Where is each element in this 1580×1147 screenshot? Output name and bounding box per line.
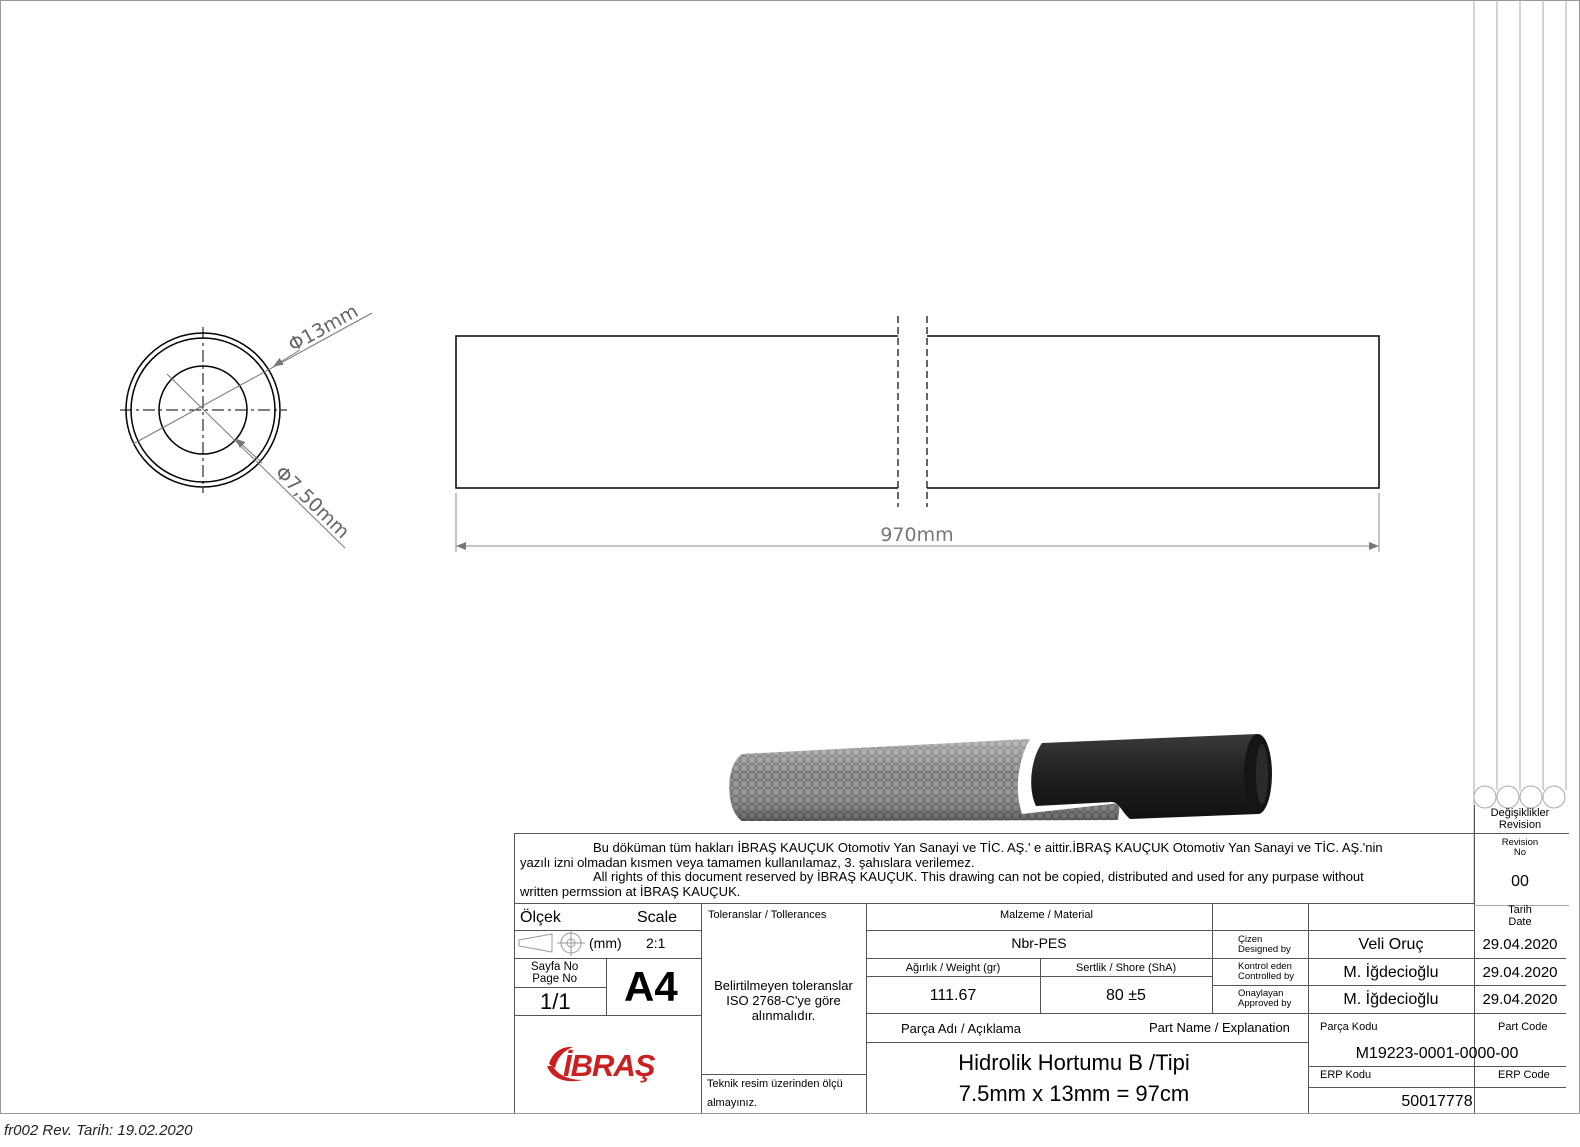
scale-label-en: Scale (637, 909, 678, 926)
controlled-by-label-tr: Kontrol eden (1238, 961, 1292, 972)
shore-label: Sertlik / Shore (ShA) (1075, 962, 1177, 974)
controlled-by-label-en: Controlled by (1238, 970, 1294, 982)
tolerances-text-line2: ISO 2768-C'ye göre (726, 992, 841, 1008)
erp-code-label-tr: ERP Kodu (1320, 1069, 1372, 1081)
controller-name: M. İğdecioğlu (1343, 964, 1439, 981)
erp-code-value: 50017778 (1401, 1093, 1473, 1110)
designed-date: 29.04.2020 (1482, 936, 1558, 953)
controlled-by-label (1238, 962, 1294, 982)
notice-en-line2: written permssion at İBRAŞ KAUÇUK. (520, 884, 741, 899)
revision-no-label (1474, 838, 1566, 858)
tolerances-text (701, 979, 866, 1024)
revision-header-en: Revision (1498, 818, 1542, 831)
page-no-label-en: Page No (532, 972, 578, 985)
inner-diameter-label: Φ7,50mm (270, 461, 354, 544)
approved-by-label-en: Approved by (1238, 997, 1292, 1009)
material-value: Nbr-PES (1011, 935, 1067, 951)
approved-date: 29.04.2020 (1482, 991, 1558, 1008)
weight-label: Ağırlık / Weight (gr) (905, 962, 1001, 974)
part-name-line2: 7.5mm x 13mm = 97cm (958, 1080, 1190, 1106)
shore-value: 80 ±5 (1106, 987, 1146, 1004)
projection-symbol-icon (519, 930, 585, 956)
approved-by-label (1238, 989, 1291, 1009)
part-code-label-tr: Parça Kodu (1320, 1021, 1378, 1033)
part-name-label-tr: Parça Adı / Açıklama (901, 1021, 1021, 1036)
revision-date-label (1474, 904, 1566, 928)
approver-name: M. İğdecioğlu (1343, 991, 1439, 1008)
revision-date-label-en: Date (1508, 916, 1532, 929)
part-name-label-en: Part Name / Explanation (1149, 1020, 1290, 1035)
page-no-value: 1/1 (540, 989, 571, 1014)
page-no-label (531, 962, 578, 985)
length-label: 970mm (880, 524, 954, 546)
revision-no-value: 00 (1511, 873, 1529, 890)
form-revision-footer: fr002 Rev. Tarih: 19.02.2020 (4, 1122, 193, 1139)
designed-by-label (1238, 935, 1291, 955)
weight-value: 111.67 (929, 987, 977, 1004)
tolerance-note-line1: Teknik resim üzerinden ölçü (707, 1078, 843, 1090)
approved-by-label-tr: Onaylayan (1238, 988, 1284, 999)
part-name (866, 1048, 1282, 1110)
controlled-date: 29.04.2020 (1482, 964, 1558, 981)
logo-text: İBRAŞ (563, 1048, 655, 1083)
tolerances-text-line1: Belirtilmeyen toleranslar (714, 978, 853, 993)
designed-by-label-tr: Çizen (1238, 934, 1263, 945)
part-code-value: M19223-0001-0000-00 (1355, 1045, 1519, 1062)
scale-unit: (mm) (589, 935, 622, 951)
designer-name: Veli Oruç (1358, 936, 1424, 953)
part-name-line1: Hidrolik Hortumu B /Tipi (958, 1050, 1190, 1075)
erp-code-label-en: ERP Code (1498, 1069, 1550, 1081)
revision-header (1474, 808, 1566, 831)
tolerance-note-line2: almayınız. (707, 1097, 758, 1109)
page-no-label-tr: Sayfa No (531, 961, 579, 973)
revision-no-label-en: No (1513, 846, 1527, 858)
notice-tr-line2: yazılı izni olmadan kısmen veya tamamen kullanılamaz, 3. şahıslara verilemez. (520, 855, 975, 870)
tolerances-text-line3: alınmalıdır. (751, 1007, 816, 1023)
notice-tr-line1: Bu döküman tüm hakları İBRAŞ KAUÇUK Otomotiv Yan Sanayi ve TİC. AŞ.' e aittir.İBRAŞ KAUÇUK Otomotiv Yan Sanayi ve TİC. AŞ.'nin (593, 840, 1383, 855)
outer-diameter-label: Φ13mm (284, 300, 363, 357)
part-code-label-en: Part Code (1498, 1021, 1548, 1033)
hose-side-view (456, 316, 1379, 507)
revision-date-label-tr: Tarih (1508, 904, 1532, 916)
revision-no-label-tr: Revision (1501, 837, 1539, 848)
scale-label-tr: Ölçek (520, 909, 561, 926)
scale-value: 2:1 (646, 935, 666, 951)
designed-by-label-en: Designed by (1238, 943, 1291, 955)
hose-3d-illustration (729, 734, 1272, 821)
material-header: Malzeme / Material (1000, 909, 1093, 921)
revision-header-tr: Değişiklikler (1490, 807, 1550, 819)
revision-strip (1474, 0, 1566, 905)
notice-en-line1: All rights of this document reserved by İBRAŞ KAUÇUK. This drawing can not be copied, distributed and used for any purpase without (593, 869, 1364, 884)
page-format: A4 (624, 963, 678, 1010)
company-logo (543, 1042, 673, 1087)
tolerances-header: Toleranslar / Tollerances (708, 909, 827, 921)
